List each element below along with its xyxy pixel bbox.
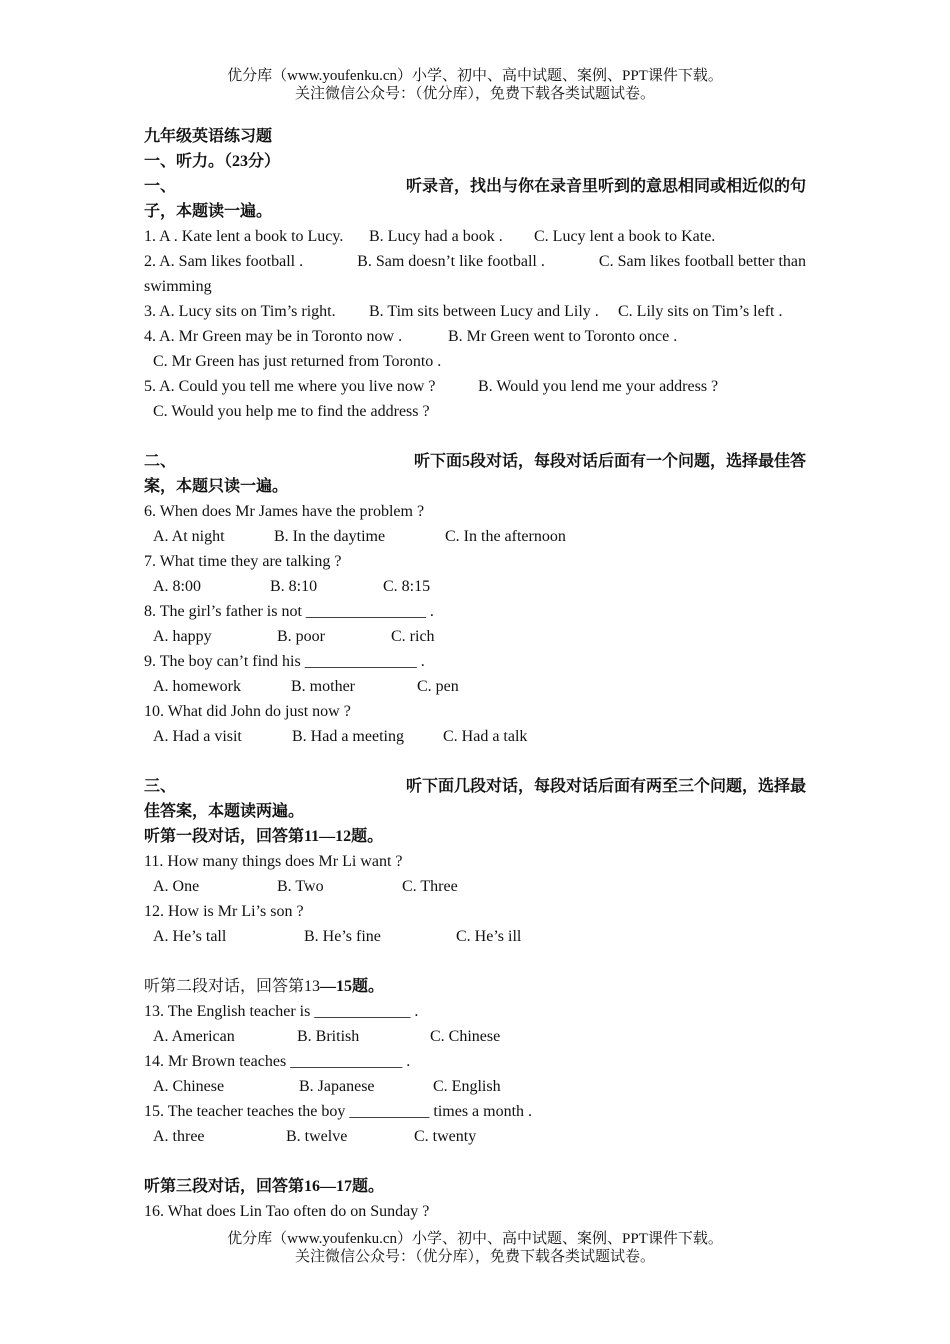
section-2-instruction	[144, 449, 806, 474]
dialogue-2-heading-range: —15题。	[320, 978, 385, 995]
question-9: 9. The boy can’t find his ______________ .	[144, 653, 425, 670]
question-12-options	[144, 924, 806, 949]
question-6: 6. When does Mr James have the problem ?	[144, 503, 425, 520]
footer-line-2: 关注微信公众号：（优分库），免费下载各类试题试卷。	[294, 1249, 655, 1265]
question-2-continued: swimming	[144, 278, 212, 295]
option-a: A. Had a visit	[153, 728, 242, 745]
option-b: B. twelve	[286, 1128, 348, 1145]
option-b: B. Mr Green went to Toronto once .	[448, 328, 678, 345]
question-4	[144, 324, 806, 349]
option-c: C. Lucy lent a book to Kate.	[534, 228, 716, 245]
option-c: C. rich	[391, 628, 435, 645]
section-1-instruction	[144, 174, 806, 199]
footer-line-1: 优分库（www.youfenku.cn）小学、初中、高中试题、案例、PPT课件下载。	[227, 1231, 723, 1247]
question-2	[144, 249, 806, 274]
question-12: 12. How is Mr Li’s son ?	[144, 903, 304, 920]
exam-content	[144, 124, 806, 1224]
section-instruction-text: 听下面5段对话，每段对话后面有一个问题，选择最佳答	[413, 453, 806, 470]
section-instruction-text: 听下面几段对话，每段对话后面有两至三个问题，选择最	[405, 778, 806, 795]
option-a: A. 8:00	[153, 578, 201, 595]
option-b: B. Tim sits between Lucy and Lily .	[369, 303, 599, 320]
option-b: B. Would you lend me your address ?	[478, 378, 719, 395]
question-16: 16. What does Lin Tao often do on Sunday ?	[144, 1203, 430, 1220]
page-header	[0, 67, 950, 103]
section-instruction-continued: 佳答案，本题读两遍。	[144, 803, 305, 820]
option-a: A. Chinese	[153, 1078, 225, 1095]
option-b: B. British	[297, 1028, 360, 1045]
option-a: 2. A. Sam likes football .	[144, 253, 304, 270]
option-b: B. He’s fine	[304, 928, 381, 945]
option-c: C. Sam likes football better than	[598, 253, 806, 270]
question-15-options	[144, 1124, 806, 1149]
option-c: C. He’s ill	[456, 928, 522, 945]
question-14-options	[144, 1074, 806, 1099]
spacer	[144, 424, 806, 449]
question-10-options	[144, 724, 806, 749]
option-b: B. In the daytime	[274, 528, 386, 545]
dialogue-2-heading-text: 听第二段对话，回答第13	[144, 978, 321, 995]
question-8-options	[144, 624, 806, 649]
section-instruction-continued: 案，本题只读一遍。	[144, 478, 289, 495]
spacer	[144, 749, 806, 774]
section-number: 二、	[144, 453, 177, 470]
spacer	[144, 949, 806, 974]
header-line-2: 关注微信公众号：（优分库），免费下载各类试题试卷。	[294, 86, 655, 102]
section-3-instruction	[144, 774, 806, 799]
question-13: 13. The English teacher is ____________ .	[144, 1003, 419, 1020]
page-title: 九年级英语练习题	[144, 128, 273, 145]
question-13-options	[144, 1024, 806, 1049]
option-a: A. homework	[153, 678, 241, 695]
question-7: 7. What time they are talking ?	[144, 553, 342, 570]
option-a: 1. A . Kate lent a book to Lucy.	[144, 228, 344, 245]
option-c: C. English	[433, 1078, 501, 1095]
option-c: C. In the afternoon	[445, 528, 566, 545]
question-5-option-c: C. Would you help me to find the address ?	[153, 403, 430, 420]
section-number: 一、	[144, 178, 177, 195]
question-14: 14. Mr Brown teaches ______________ .	[144, 1053, 411, 1070]
header-line-1: 优分库（www.youfenku.cn）小学、初中、高中试题、案例、PPT课件下载。	[227, 68, 723, 84]
option-b: B. Had a meeting	[292, 728, 404, 745]
question-11: 11. How many things does Mr Li want ?	[144, 853, 403, 870]
option-b: B. Japanese	[299, 1078, 375, 1095]
question-10: 10. What did John do just now ?	[144, 703, 351, 720]
option-a: A. happy	[153, 628, 212, 645]
dialogue-1-heading: 听第一段对话，回答第11—12题。	[144, 828, 384, 845]
question-6-options	[144, 524, 806, 549]
section-instruction-text: 听录音，找出与你在录音里听到的意思相同或相近似的句	[405, 178, 806, 195]
question-7-options	[144, 574, 806, 599]
option-b: B. Lucy had a book .	[369, 228, 503, 245]
dialogue-3-heading: 听第三段对话，回答第16—17题。	[144, 1178, 385, 1195]
question-11-options	[144, 874, 806, 899]
option-b: B. 8:10	[270, 578, 318, 595]
question-8: 8. The girl’s father is not _______________ .	[144, 603, 434, 620]
option-c: C. 8:15	[383, 578, 431, 595]
option-b: B. Sam doesn’t like football .	[357, 253, 545, 270]
question-1	[144, 224, 806, 249]
option-c: C. pen	[417, 678, 459, 695]
question-9-options	[144, 674, 806, 699]
option-c: C. Had a talk	[443, 728, 528, 745]
option-a: A. He’s tall	[153, 928, 227, 945]
dialogue-2-heading	[144, 974, 806, 999]
option-a: A. American	[153, 1028, 235, 1045]
question-5	[144, 374, 806, 399]
option-a: 3. A. Lucy sits on Tim’s right.	[144, 303, 336, 320]
option-c: C. twenty	[414, 1128, 477, 1145]
page-footer	[0, 1230, 950, 1266]
option-a: 4. A. Mr Green may be in Toronto now .	[144, 328, 403, 345]
option-a: A. three	[153, 1128, 205, 1145]
section-instruction-continued: 子，本题读一遍。	[144, 203, 273, 220]
option-c: C. Lily sits on Tim’s left .	[618, 303, 783, 320]
option-a: A. One	[153, 878, 200, 895]
part-heading: 一、听力。（23分）	[144, 153, 281, 170]
option-b: B. Two	[277, 878, 324, 895]
option-b: B. mother	[291, 678, 355, 695]
option-c: C. Chinese	[430, 1028, 501, 1045]
option-c: C. Three	[402, 878, 458, 895]
question-4-option-c: C. Mr Green has just returned from Toronto .	[153, 353, 442, 370]
question-3	[144, 299, 806, 324]
option-b: B. poor	[277, 628, 325, 645]
question-15: 15. The teacher teaches the boy __________ times a month .	[144, 1103, 533, 1120]
option-a: 5. A. Could you tell me where you live now ?	[144, 378, 436, 395]
option-a: A. At night	[153, 528, 225, 545]
section-number: 三、	[144, 778, 177, 795]
spacer	[144, 1149, 806, 1174]
